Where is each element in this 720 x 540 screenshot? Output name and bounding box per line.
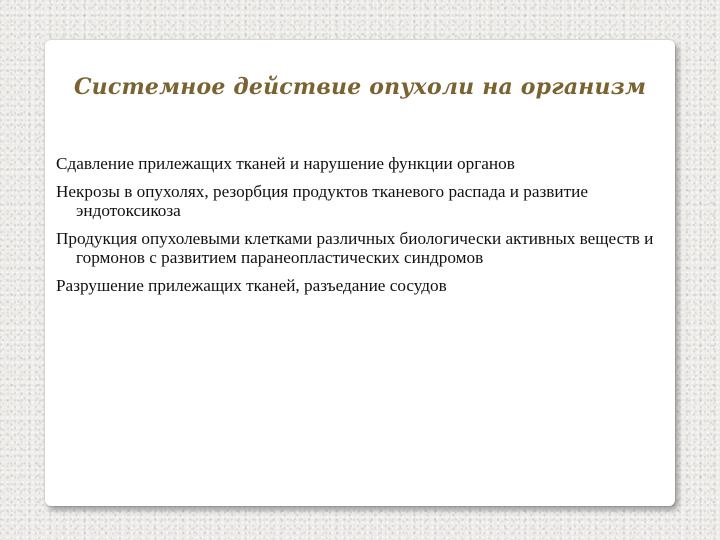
- list-item: Разрушение прилежащих тканей, разъедание сосудов: [56, 276, 447, 295]
- list-item: Сдавление прилежащих тканей и нарушение функции органов: [56, 154, 515, 173]
- list-item: Некрозы в опухолях, резорбция продуктов тканевого распада и развитие эндотоксикоза: [56, 182, 588, 220]
- bullet-list: [56, 154, 676, 304]
- list-item: Продукция опухолевыми клетками различных биологически активных веществ и гормонов с развитием паранеопластических синдромов: [56, 229, 654, 267]
- slide-title: Системное действие опухоли на организм: [73, 74, 647, 100]
